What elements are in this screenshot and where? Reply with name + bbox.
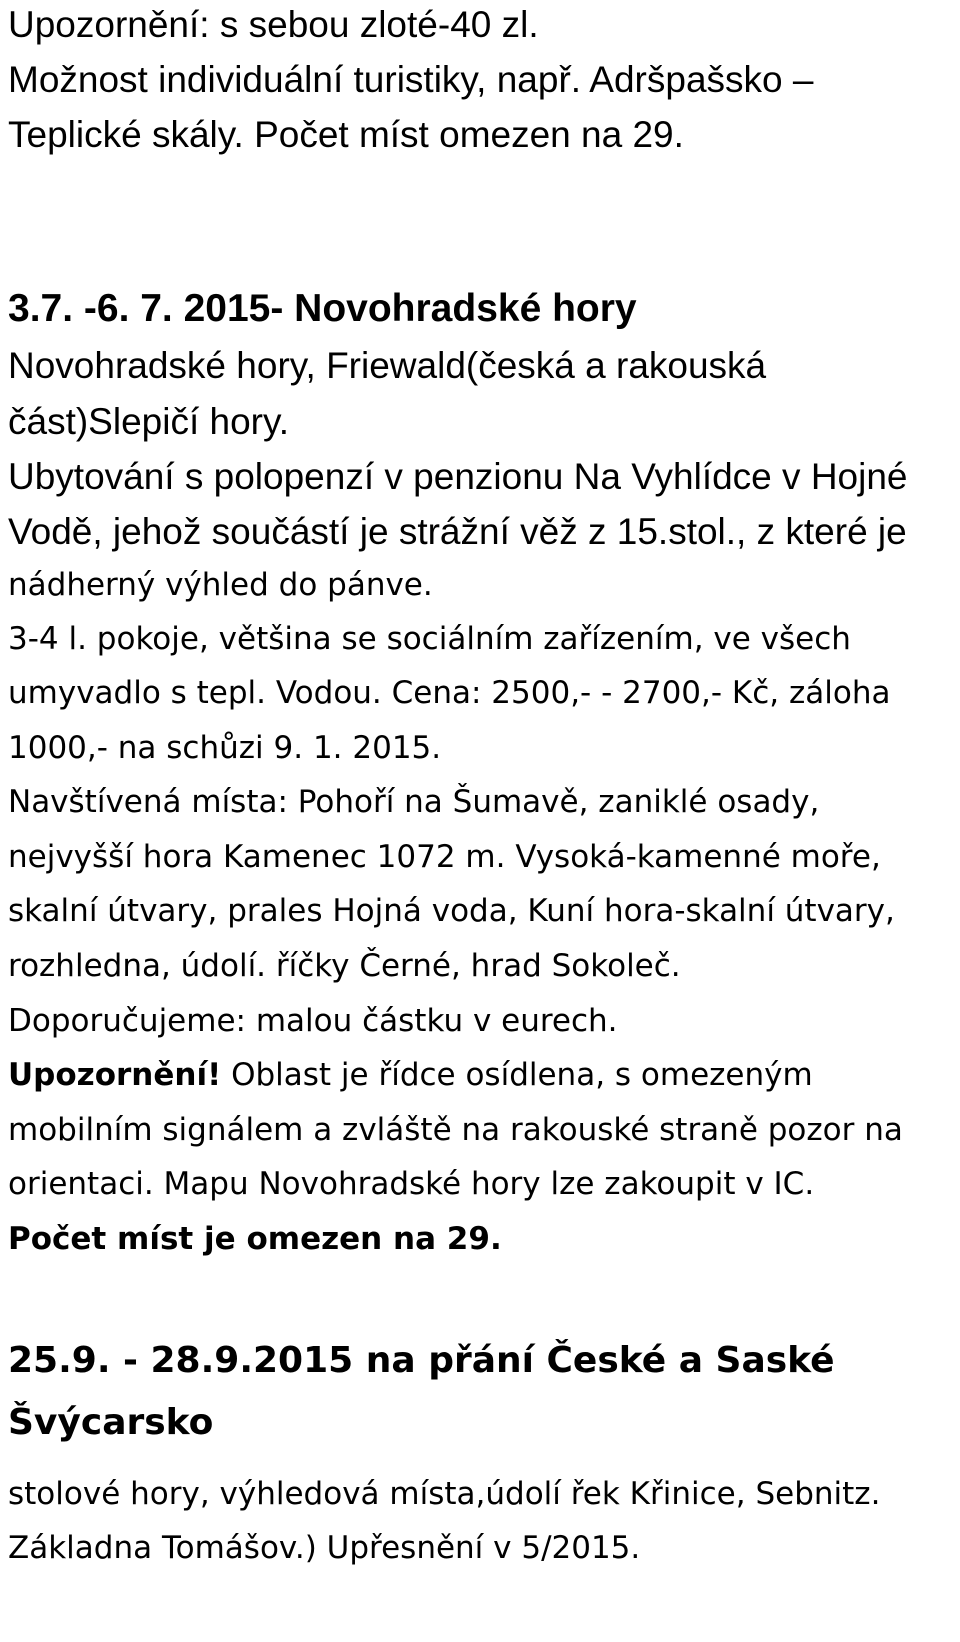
novohradske-body-line-5: umyvadlo s tepl. Vodou. Cena: 2500,- - 2700,- Kč, záloha	[8, 675, 891, 711]
saske-heading-line-2: Švýcarsko	[8, 1402, 214, 1443]
novohradske-body-line-6: 1000,- na schůzi 9. 1. 2015.	[8, 730, 442, 766]
novohradske-body-line-7: Navštívená místa: Pohoří na Šumavě, zaniklé osady,	[8, 784, 820, 820]
saske-body-line-1: stolové hory, výhledová místa,údolí řek Křinice, Sebnitz.	[8, 1476, 881, 1512]
saske-body-line-2: Základna Tomášov.) Upřesnění v 5/2015.	[8, 1530, 641, 1566]
novohradske-warning-line-2: mobilním signálem a zvláště na rakouské straně pozor na	[8, 1112, 903, 1148]
intro-line-1: Upozornění: s sebou zloté-40 zl.	[8, 4, 539, 45]
warning-text: Oblast je řídce osídlena, s omezeným	[221, 1057, 813, 1093]
novohradske-heading: 3.7. -6. 7. 2015- Novohradské hory	[8, 287, 637, 330]
novohradske-body-line-8: nejvyšší hora Kamenec 1072 m. Vysoká-kamenné moře,	[8, 839, 881, 875]
intro-line-3: Teplické skály. Počet míst omezen na 29.	[8, 114, 684, 155]
novohradske-body-line-11: Doporučujeme: malou částku v eurech.	[8, 1003, 618, 1039]
warning-label: Upozornění!	[8, 1057, 222, 1093]
intro-line-2: Možnost individuální turistiky, např. Adršpašsko –	[8, 59, 814, 100]
novohradske-body-line-3: nádherný výhled do pánve.	[8, 567, 433, 603]
novohradske-capacity: Počet míst je omezen na 29.	[8, 1221, 502, 1257]
novohradske-intro-line-2: část)Slepičí hory.	[8, 401, 290, 442]
novohradske-body-line-1: Ubytování s polopenzí v penzionu Na Vyhlídce v Hojné	[8, 456, 908, 497]
novohradske-body-line-10: rozhledna, údolí. říčky Černé, hrad Sokoleč.	[8, 948, 681, 984]
novohradske-warning-line-3: orientaci. Mapu Novohradské hory lze zakoupit v IC.	[8, 1166, 815, 1202]
saske-heading-line-1: 25.9. - 28.9.2015 na přání České a Saské	[8, 1340, 835, 1381]
novohradske-intro-line-1: Novohradské hory, Friewald(česká a rakouská	[8, 345, 767, 386]
novohradske-warning	[8, 1057, 813, 1093]
novohradske-body-line-4: 3-4 l. pokoje, většina se sociálním zařízením, ve všech	[8, 621, 851, 657]
novohradske-body-line-2: Vodě, jehož součástí je strážní věž z 15.stol., z které je	[8, 511, 907, 552]
novohradske-body-line-9: skalní útvary, prales Hojná voda, Kuní hora-skalní útvary,	[8, 893, 895, 929]
